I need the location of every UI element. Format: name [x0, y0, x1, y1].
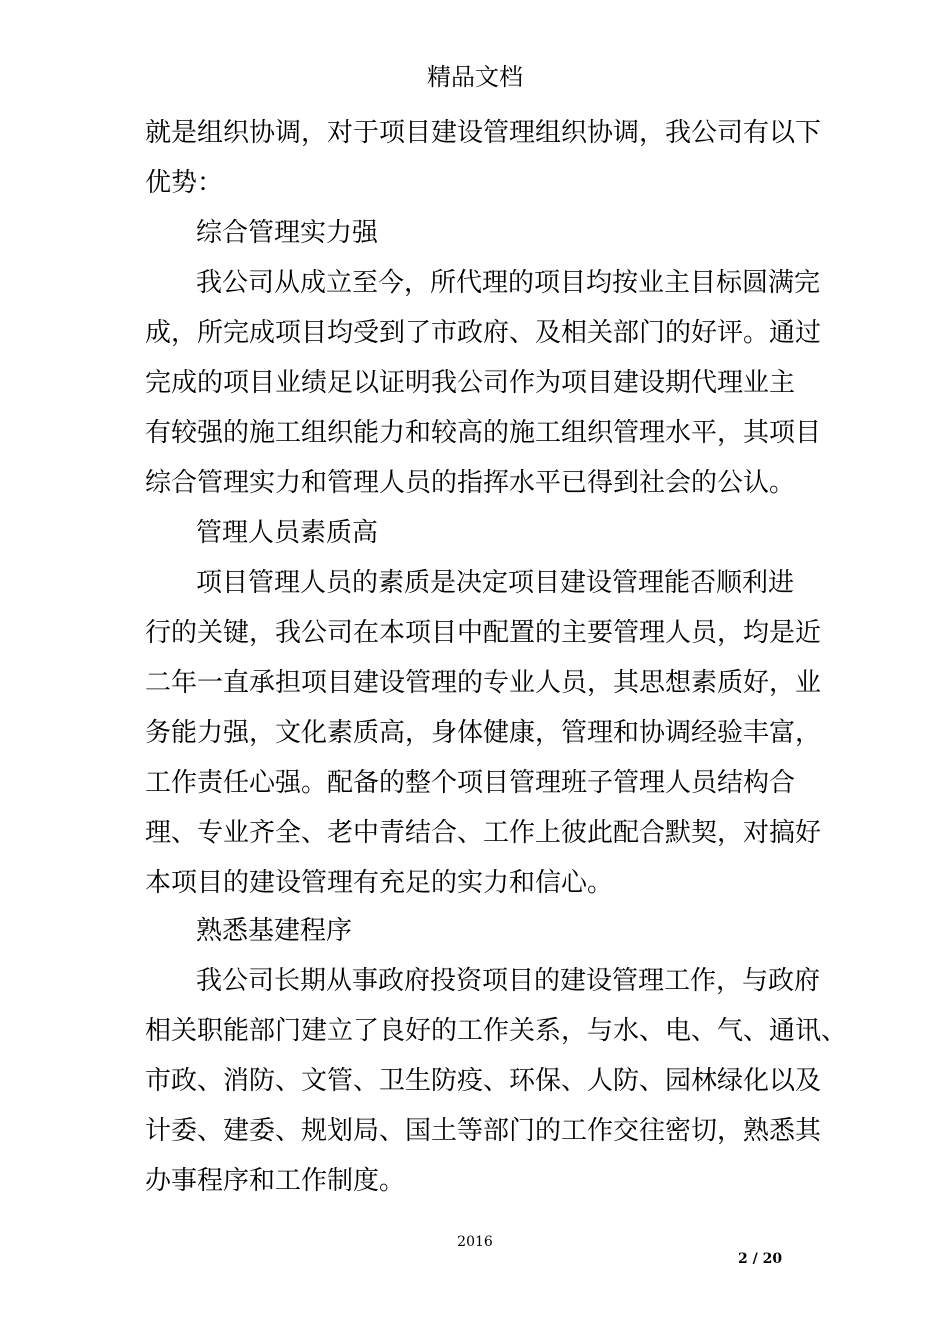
page-number: 2 / 20	[738, 1251, 783, 1267]
body-text-line: 理、专业齐全、老中青结合、工作上彼此配合默契，对搞好	[145, 818, 822, 848]
section-heading-construction-procedures: 熟悉基建程序	[196, 916, 353, 946]
body-text-line: 计委、建委、规划局、国土等部门的工作交往密切，熟悉其	[145, 1116, 822, 1146]
section-heading-comprehensive-management: 综合管理实力强	[196, 218, 379, 248]
body-text-line: 成，所完成项目均受到了市政府、及相关部门的好评。通过	[145, 318, 822, 348]
body-text-line: 就是组织协调，对于项目建设管理组织协调，我公司有以下	[145, 118, 822, 148]
body-text-line: 综合管理实力和管理人员的指挥水平已得到社会的公认。	[145, 468, 796, 498]
body-text-line: 相关职能部门建立了良好的工作关系，与水、电、气、通讯、	[145, 1016, 848, 1046]
body-text-line: 项目管理人员的素质是决定项目建设管理能否顺利进	[196, 568, 795, 598]
body-text-line: 行的关键，我公司在本项目中配置的主要管理人员，均是近	[145, 618, 822, 648]
body-text-line: 完成的项目业绩足以证明我公司作为项目建设期代理业主	[145, 368, 796, 398]
body-text-line: 办事程序和工作制度。	[145, 1166, 406, 1196]
body-text-line: 有较强的施工组织能力和较高的施工组织管理水平，其项目	[145, 418, 822, 448]
body-text-line: 工作责任心强。配备的整个项目管理班子管理人员结构合	[145, 768, 796, 798]
body-text-line: 优势：	[145, 168, 224, 198]
footer-year: 2016	[457, 1234, 493, 1250]
body-text-line: 我公司长期从事政府投资项目的建设管理工作，与政府	[196, 966, 821, 996]
body-text-line: 我公司从成立至今，所代理的项目均按业主目标圆满完	[196, 268, 821, 298]
body-text-line: 市政、消防、文管、卫生防疫、环保、人防、园林绿化以及	[145, 1066, 822, 1096]
page-header-title: 精品文档	[427, 63, 523, 91]
body-text-line: 务能力强，文化素质高，身体健康，管理和协调经验丰富，	[145, 718, 822, 748]
body-text-line: 本项目的建设管理有充足的实力和信心。	[145, 868, 614, 898]
body-text-line: 二年一直承担项目建设管理的专业人员，其思想素质好，业	[145, 668, 822, 698]
section-heading-staff-quality: 管理人员素质高	[196, 518, 379, 548]
